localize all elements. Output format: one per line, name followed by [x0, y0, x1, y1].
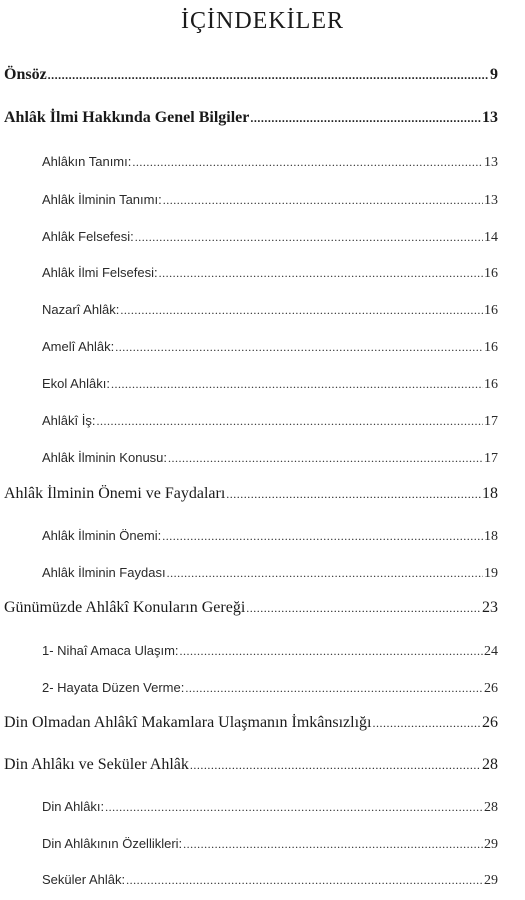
toc-entry-page: 18 [482, 485, 498, 502]
toc-entry-din-ve-sekuler[interactable] [4, 756, 498, 774]
dot-leader [132, 155, 483, 170]
toc-entry-page: 16 [484, 266, 498, 281]
toc-entry-label: Amelî Ahlâk: [42, 339, 115, 354]
toc-entry-ahlaki-is[interactable] [42, 413, 498, 430]
toc-entry-page: 18 [484, 529, 498, 544]
toc-entry-label: Günümüzde Ahlâkî Konuların Gereği [4, 599, 246, 616]
toc-entry-genel-bilgiler[interactable] [4, 109, 498, 127]
dot-leader [105, 800, 483, 815]
dot-leader [111, 377, 483, 392]
dot-leader [120, 303, 483, 318]
toc-entry-ilmi-felsefesi[interactable] [42, 265, 498, 282]
dot-leader [163, 193, 483, 208]
toc-entry-ameli-ahlak[interactable] [42, 339, 498, 356]
toc-entry-label: Ahlâkın Tanımı: [42, 154, 132, 169]
toc-entry-page: 29 [484, 873, 498, 888]
toc-entry-label: Din Olmadan Ahlâkî Makamlara Ulaşmanın İmkânsızlığı [4, 714, 372, 731]
dot-leader [372, 716, 481, 731]
toc-entry-page: 19 [484, 566, 498, 581]
toc-entry-label: 1- Nihaî Amaca Ulaşım: [42, 643, 179, 658]
toc-entry-label: Ahlâk İlminin Önemi ve Faydaları [4, 485, 226, 502]
toc-entry-page: 13 [484, 155, 498, 170]
page-title: İÇİNDEKİLER [181, 8, 344, 34]
toc-entry-ilminin-tanimi[interactable] [42, 192, 498, 209]
dot-leader [168, 451, 483, 466]
toc-entry-hayata-duzen[interactable] [42, 680, 498, 697]
toc-entry-label: Ahlâk İlmi Felsefesi: [42, 265, 158, 280]
toc-entry-label: Din Ahlâkı ve Seküler Ahlâk [4, 756, 189, 773]
toc-entry-ilminin-konusu[interactable] [42, 450, 498, 467]
toc-entry-sekuler-ahlak[interactable] [42, 872, 498, 889]
toc-entry-gunumuzde[interactable] [4, 599, 498, 617]
toc-entry-page: 28 [484, 800, 498, 815]
toc-entry-label: Ekol Ahlâkı: [42, 376, 110, 391]
toc-entry-page: 26 [484, 681, 498, 696]
toc-entry-ahlakin-tanimi[interactable] [42, 154, 498, 171]
toc-entry-label: Ahlâk İlminin Konusu: [42, 450, 168, 465]
toc-entry-label: Önsöz [4, 66, 47, 83]
toc-entry-ahlak-felsefesi[interactable] [42, 229, 498, 246]
dot-leader [135, 230, 483, 245]
dot-leader [167, 566, 483, 581]
toc-entry-din-ozellikleri[interactable] [42, 836, 498, 853]
toc-entry-page: 16 [484, 340, 498, 355]
toc-entry-page: 17 [484, 451, 498, 466]
toc-entry-label: Din Ahlâkı: [42, 799, 105, 814]
dot-leader [162, 529, 483, 544]
toc-entry-page: 16 [484, 377, 498, 392]
toc-entry-ekol-ahlaki[interactable] [42, 376, 498, 393]
toc-entry-ilminin-onemi[interactable] [42, 528, 498, 545]
toc-entry-label: Ahlâk İlminin Önemi: [42, 528, 162, 543]
dot-leader [180, 644, 483, 659]
dot-leader [183, 837, 483, 852]
toc-entry-page: 13 [484, 193, 498, 208]
toc-entry-page: 9 [490, 66, 498, 83]
dot-leader [159, 266, 483, 281]
toc-entry-din-olmadan[interactable] [4, 714, 498, 732]
dot-leader [190, 758, 481, 773]
dot-leader [126, 873, 483, 888]
toc-entry-label: Din Ahlâkının Özellikleri: [42, 836, 183, 851]
toc-entry-label: Ahlâk İlmi Hakkında Genel Bilgiler [4, 109, 250, 126]
dot-leader [115, 340, 483, 355]
toc-entry-page: 16 [484, 303, 498, 318]
toc-entry-din-ahlaki[interactable] [42, 799, 498, 816]
toc-entry-label: Nazarî Ahlâk: [42, 302, 120, 317]
toc-entry-page: 13 [482, 109, 498, 126]
toc-entry-page: 28 [482, 756, 498, 773]
toc-entry-nihai-amaca[interactable] [42, 643, 498, 660]
toc-entry-page: 23 [482, 599, 498, 616]
toc-entry-page: 26 [482, 714, 498, 731]
dot-leader [250, 111, 481, 126]
toc-entry-label: Ahlâk İlminin Tanımı: [42, 192, 162, 207]
toc-entry-label: Ahlâkî İş: [42, 413, 96, 428]
toc-entry-page: 17 [484, 414, 498, 429]
dot-leader [246, 601, 481, 616]
dot-leader [48, 68, 489, 83]
toc-entry-label: Ahlâk Felsefesi: [42, 229, 134, 244]
toc-entry-page: 14 [484, 230, 498, 245]
toc-entry-onsoz[interactable] [4, 66, 498, 84]
toc-entry-nazari-ahlak[interactable] [42, 302, 498, 319]
toc-entry-page: 24 [484, 644, 498, 659]
dot-leader [226, 487, 481, 502]
toc-entry-page: 29 [484, 837, 498, 852]
dot-leader [96, 414, 483, 429]
dot-leader [185, 681, 483, 696]
toc-entry-ilminin-faydasi[interactable] [42, 565, 498, 582]
toc-entry-label: 2- Hayata Düzen Verme: [42, 680, 185, 695]
toc-entry-label: Seküler Ahlâk: [42, 872, 126, 887]
toc-entry-onemi-ve-faydalari[interactable] [4, 485, 498, 503]
toc-entry-label: Ahlâk İlminin Faydası [42, 565, 166, 580]
